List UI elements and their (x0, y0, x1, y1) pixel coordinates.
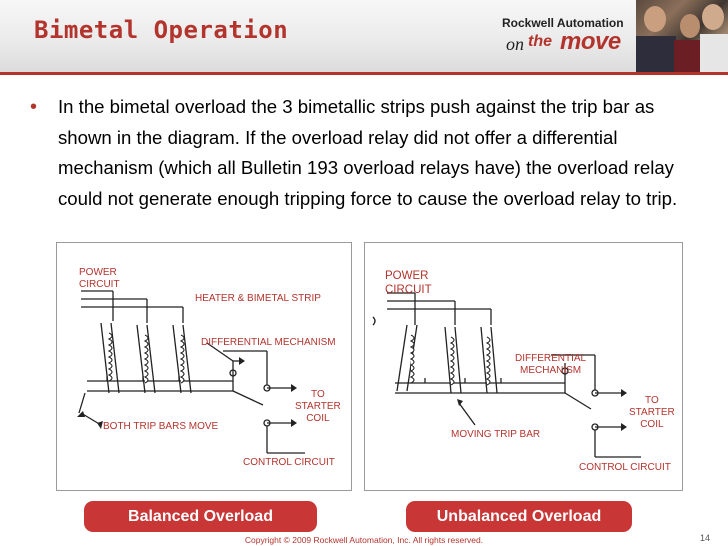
differential-mechanism-label: DIFFERENTIAL MECHANISM (201, 337, 336, 348)
logo-on: on (506, 34, 524, 54)
power-circuit-label: POWER CIRCUIT (79, 267, 120, 290)
moving-trip-bar-label: MOVING TRIP BAR (451, 429, 541, 440)
power-circuit-label: POWER CIRCUIT (385, 270, 432, 296)
bullet-marker: • (30, 96, 38, 118)
header-divider (0, 72, 728, 75)
heater-bimetal-label: HEATER & BIMETAL STRIP (195, 293, 321, 304)
unbalanced-overload-caption: Unbalanced Overload (406, 501, 632, 532)
to-starter-coil-label: TO STARTER COIL (295, 389, 341, 424)
header-photo (636, 0, 728, 72)
to-starter-coil-label: TO STARTER COIL (629, 395, 675, 430)
unbalanced-overload-diagram (364, 242, 683, 491)
control-circuit-label: CONTROL CIRCUIT (579, 462, 671, 473)
bullet-text: In the bimetal overload the 3 bimetallic strips push against the trip bar as shown in the diagram. If the overload relay did not offer a differential mechanism (which all Bulletin 193 overload relays have) the overload relay could not generate enough tripping force to cause the overload relay to trip. (58, 96, 678, 209)
differential-mechanism-label: DIFFERENTIAL MECHANISM (515, 353, 587, 376)
slide-title: Bimetal Operation (34, 16, 289, 44)
logo-move: move (560, 28, 621, 55)
copyright-footer: Copyright © 2009 Rockwell Automation, Inc. All rights reserved. (244, 535, 484, 545)
both-trip-bars-label: BOTH TRIP BARS MOVE (103, 421, 219, 432)
logo-brand: Rockwell Automation (502, 16, 624, 30)
balanced-overload-caption: Balanced Overload (84, 501, 317, 532)
control-circuit-label: CONTROL CIRCUIT (243, 457, 335, 468)
rockwell-logo (498, 14, 634, 64)
logo-the: the (528, 33, 552, 50)
page-number: 14 (700, 533, 711, 543)
balanced-overload-diagram (56, 242, 352, 491)
